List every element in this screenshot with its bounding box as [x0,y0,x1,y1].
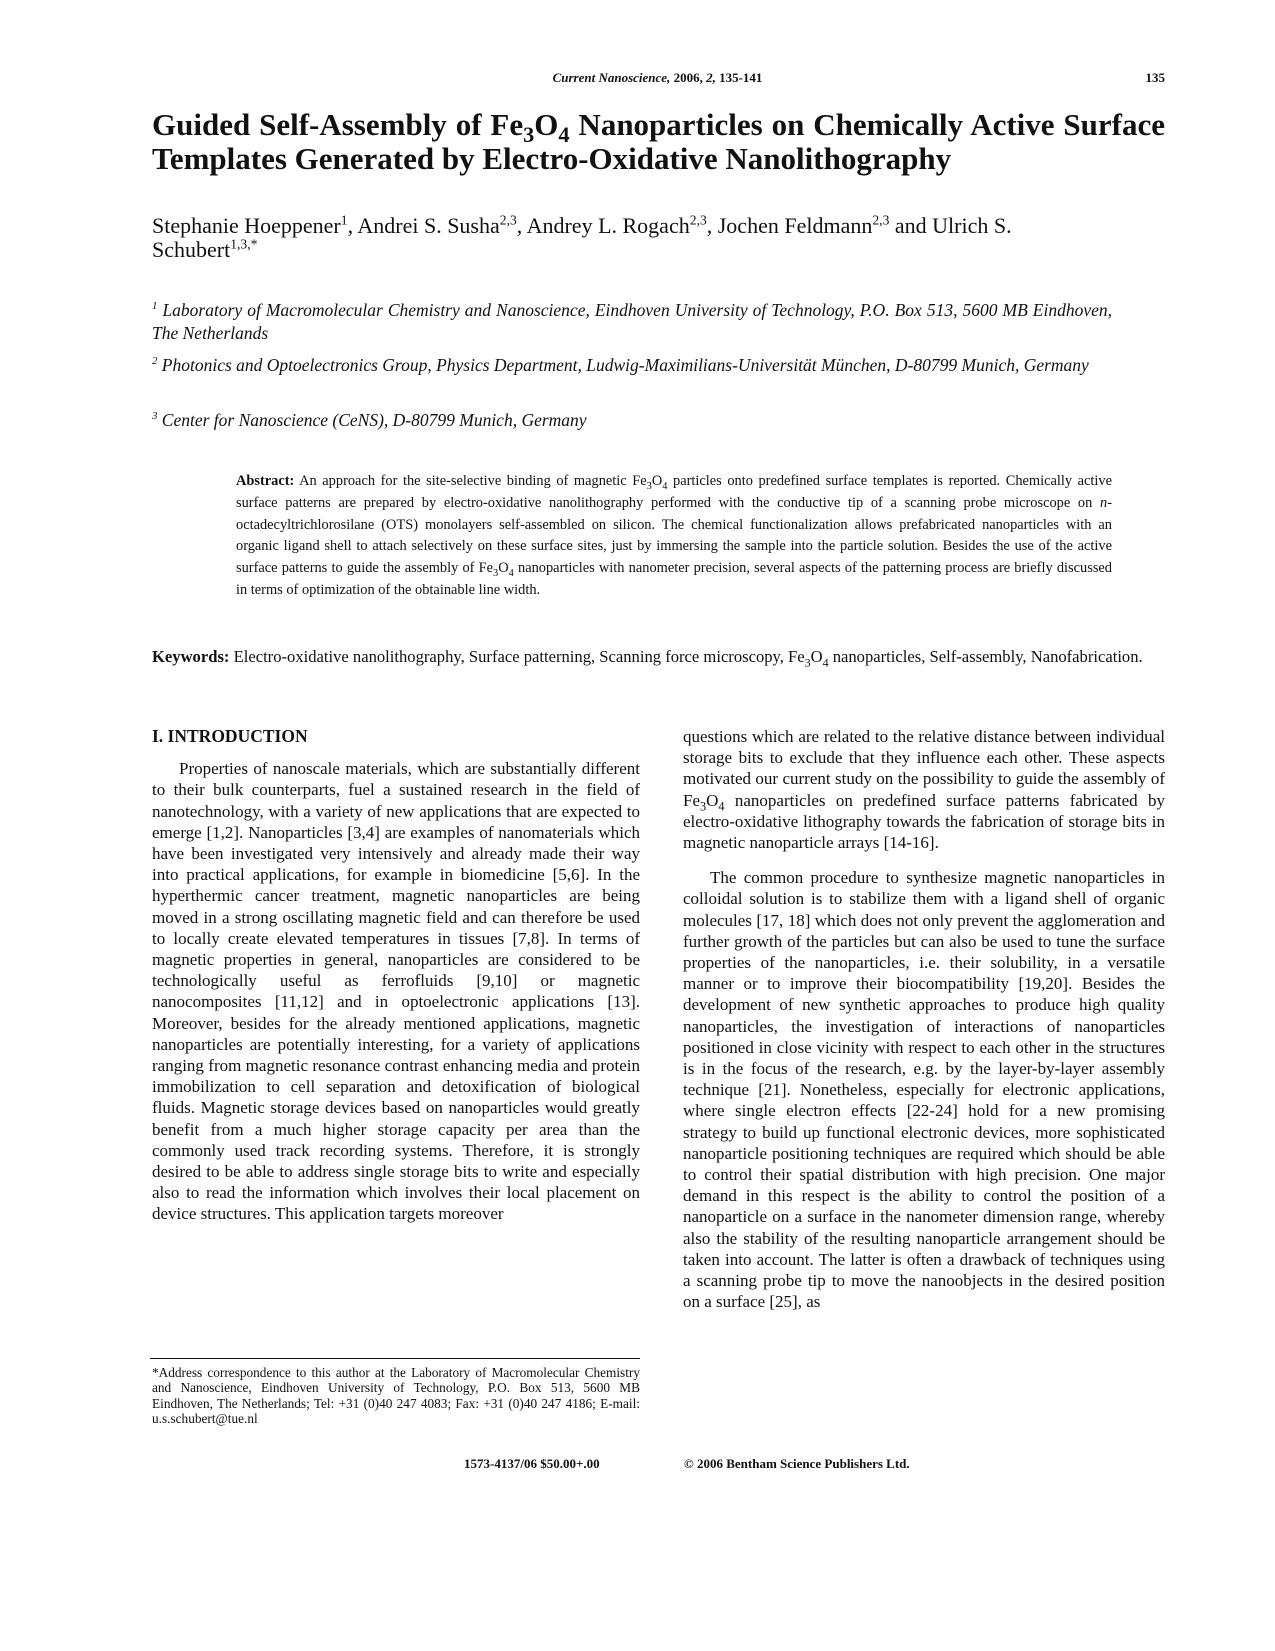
left-column [152,726,640,1225]
affiliation-1: $^1$ Laboratory of Macromolecular Chemistry and Nanoscience, Eindhoven University of Technology, P.O. Box 513, 5600 MB Eindhoven, The Netherlands [152,300,1112,343]
section-heading: I. INTRODUCTION [152,726,308,746]
keywords-label: Keywords: [152,647,230,666]
issn-price: 1573-4137/06 $50.00+.00 [464,1456,600,1471]
affiliation-2: $^2$ Photonics and Optoelectronics Group, Physics Department, Ludwig-Maximilians-Universität München, D-80799 Munich, Germany [152,355,1089,375]
author-name: Andrei S. Susha [357,213,500,238]
body-paragraph: The common procedure to synthesize magnetic nanoparticles in colloidal solution is to stabilize them with a ligand shell of organic molecules [17, 18] which does not only prevent the agglomeration and further growth of the particles but can also be used to tune the surface properties of the nanoparticles, i.e. their solubility, in a versatile manner or to improve their biocompatibility [19,20]. Besides the development of new synthetic approaches to produce high quality nanoparticles, the investigation of interactions of nanoparticles positioned in close vicinity with respect to each other in the structures is in the focus of the research, e.g. by the layer-by-layer assembly technique [21]. Nonetheless, especially for electronic applications, where single electron effects [22-24] hold for a new promising strategy to build up functional electronic devices, more sophisticated nanoparticle positioning techniques are required which should be able to control their spatial distribution with high precision. One major demand in this respect is the ability to control the position of a nanoparticle on a surface in the nanometer dimension range, whereby also the stability of the resulting nanoparticle arrangement should be taken into account. The latter is often a drawback of techniques using a scanning probe tip to move the nanoobjects in the desired position on a surface [25], as [683,868,1165,1312]
author-name: Jochen Feldmann [717,213,873,238]
paper-title: Guided Self-Assembly of $Fe_3O_4$ Nanoparticles on Chemically Active Surface Templates Generated by Electro-Oxidative Nanolithography [152,107,1166,176]
abstract: Abstract: An approach for the site-selective binding of magnetic $Fe_3O_4$ particles onto predefined surface templates is reported. Chemically active surface patterns are prepared by electro-oxidative nanolithography performed with the conductive tip of a scanning probe microscope on n-octadecyltrichlorosilane (OTS) monolayers self-assembled on silicon. The chemical functionalization allows prefabricated nanoparticles with an organic ligand shell to attach selectively on these surface sites, just by immersing the sample into the particle solution. Besides the use of the active surface patterns to guide the assembly of $Fe_3O_4$ nanoparticles with nanometer precision, several aspects of the patterning process are briefly discussed in terms of optimization of the obtainable line width. [236,473,1113,598]
copyright-notice: © 2006 Bentham Science Publishers Ltd. [684,1456,910,1471]
author-list: Stephanie Hoeppener$^1$, Andrei S. Susha$^{2,3}$, Andrey L. Rogach$^{2,3}$, Jochen Feldmann$^{2,3}$ and Ulrich S. Schubert$^{1,3,*}$ [152,212,1012,262]
affiliation-3: $^3$ Center for Nanoscience (CeNS), D-80799 Munich, Germany [152,410,587,430]
page-number: 135 [1145,70,1165,85]
journal-reference: Current Nanoscience, 2006, 2, 135-141 [552,70,763,85]
correspondence-footnote: *Address correspondence to this author at the Laboratory of Macromolecular Chemistry and Nanoscience, Eindhoven University of Technology, P.O. Box 513, 5600 MB Eindhoven, The Netherlands; Tel: +31 (0)40 247 4083; Fax: +31 (0)40 247 4186; E-mail: u.s.schubert@tue.nl [152,1365,640,1426]
author-name: Stephanie Hoeppener [152,213,341,238]
abstract-label: Abstract: [236,473,295,489]
keywords: Keywords: Electro-oxidative nanolithography, Surface patterning, Scanning force microscopy, $Fe_3O_4$ nanoparticles, Self-assembly, Nanofabrication. [152,647,1143,670]
body-paragraph: Properties of nanoscale materials, which are substantially different to their bulk counterparts, fuel a sustained research in the field of nanotechnology, with a variety of new applications that are expected to emerge [1,2]. Nanoparticles [3,4] are examples of nanomaterials which have been investigated very intensively and already made their way into practical applications, for example in biomedicine [5,6]. In the hyperthermic cancer treatment, magnetic nanoparticles are being moved in a strong oscillating magnetic field and can therefore be used to locally create elevated temperatures in tissues [7,8]. In terms of magnetic properties in general, nanoparticles are considered to be technologically useful as ferrofluids [9,10] or magnetic nanocomposites [11,12] and in optoelectronic applications [13]. Moreover, besides for the already mentioned applications, magnetic nanoparticles are potentially interesting, for a variety of applications ranging from magnetic resonance contrast enhancing media and protein immobilization to cell separation and detoxification of biological fluids. Magnetic storage devices based on nanoparticles would greatly benefit from a much higher storage capacity per area than the commonly used track recording systems. Therefore, it is strongly desired to be able to address single storage bits to write and especially also to read the information which involves their local placement on device structures. This application targets moreover [152,759,640,1224]
author-name: Andrey L. Rogach [526,213,690,238]
right-column [683,726,1165,1312]
body-paragraph: questions which are related to the relative distance between individual storage bits to exclude that they influence each other. These aspects motivated our current study on the possibility to guide the assembly of $Fe_3O_4$ nanoparticles on predefined surface patterns fabricated by electro-oxidative lithography towards the fabrication of storage bits in magnetic nanoparticle arrays [14-16]. [683,727,1165,853]
footnote-divider [150,1358,640,1359]
author-name: Ulrich S. Schubert [152,213,1012,262]
